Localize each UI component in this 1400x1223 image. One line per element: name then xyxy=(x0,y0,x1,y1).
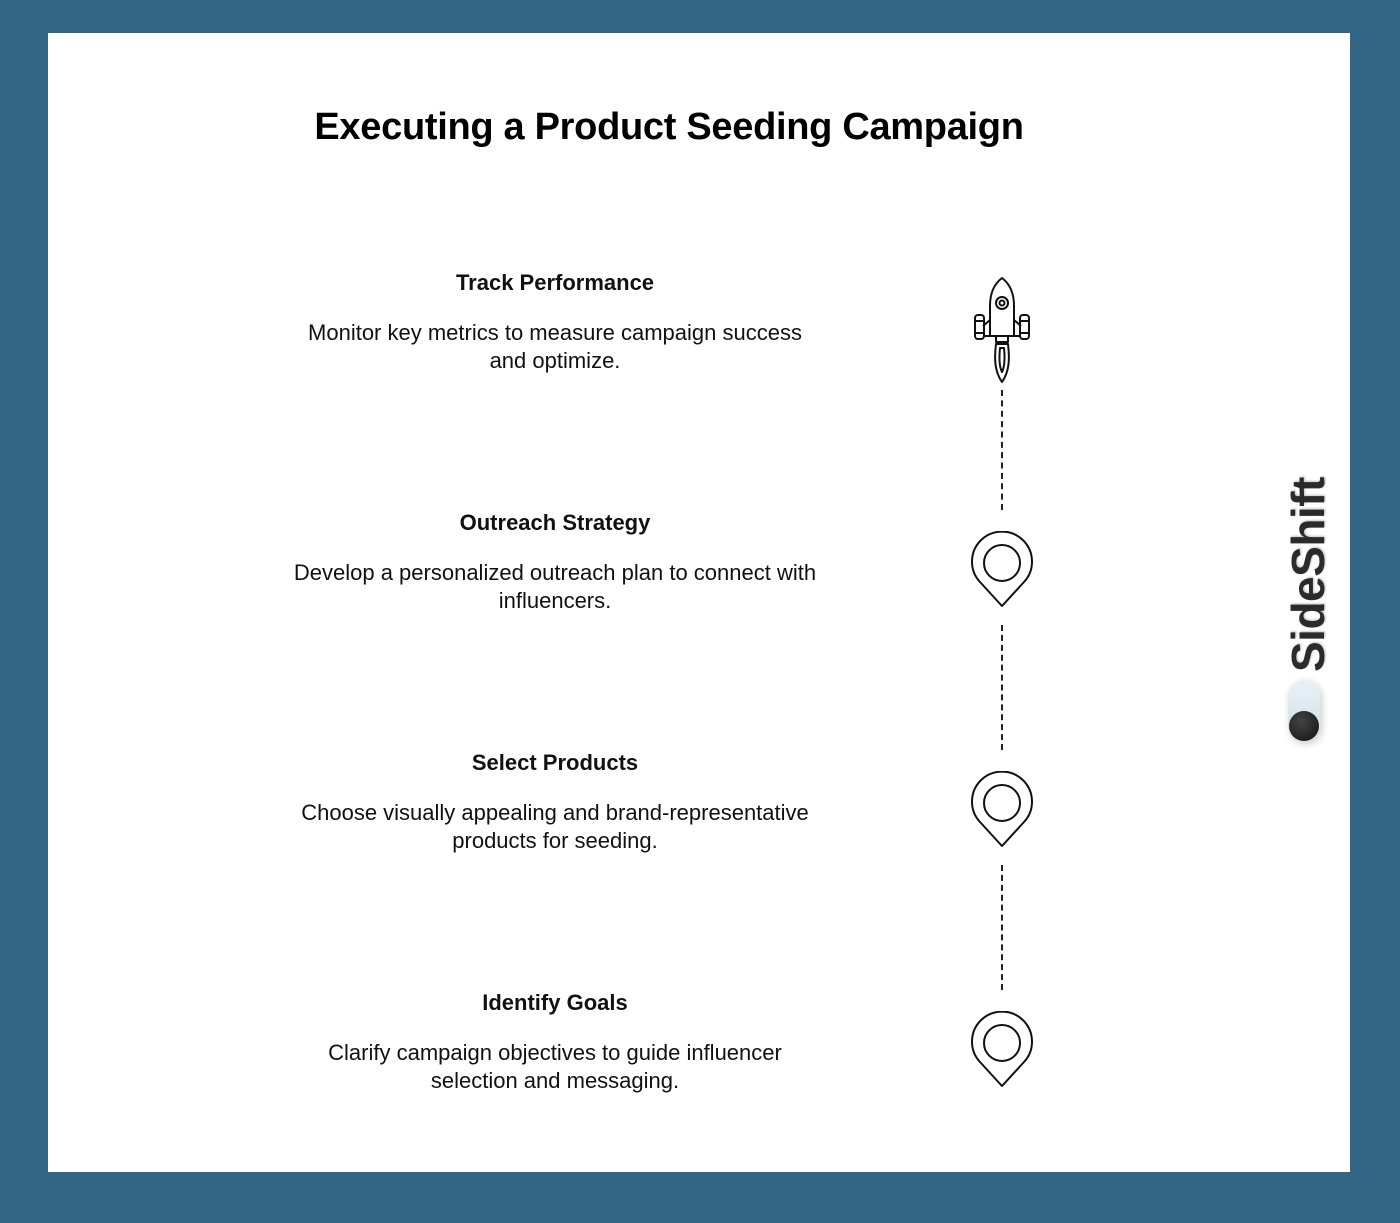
timeline-connector xyxy=(1001,625,1003,750)
map-pin-icon xyxy=(966,1011,1038,1089)
map-pin-icon xyxy=(966,771,1038,849)
step-description-line: products for seeding. xyxy=(452,828,658,853)
map-pin-icon xyxy=(966,531,1038,609)
step-select-products xyxy=(270,750,840,855)
step-title: Select Products xyxy=(471,750,639,775)
step-description-line: influencers. xyxy=(498,588,612,613)
step-identify-goals xyxy=(270,990,840,1095)
step-description-line: Choose visually appealing and brand-representative xyxy=(301,800,809,825)
toggle-knob xyxy=(1289,711,1319,741)
step-description xyxy=(270,319,840,375)
step-description-line: and optimize. xyxy=(489,348,621,373)
step-outreach-strategy xyxy=(270,510,840,615)
step-description-line: Develop a personalized outreach plan to connect with xyxy=(293,560,817,585)
step-title: Track Performance xyxy=(455,270,655,295)
timeline-connector xyxy=(1001,865,1003,990)
step-track-performance xyxy=(270,270,840,375)
brand-logo xyxy=(1280,440,1334,750)
step-description xyxy=(270,799,840,855)
step-title: Outreach Strategy xyxy=(459,510,651,535)
diagram-title: Executing a Product Seeding Campaign xyxy=(314,106,1024,148)
step-description xyxy=(270,1039,840,1095)
step-title: Identify Goals xyxy=(482,990,628,1015)
brand-name: SideShift xyxy=(1282,477,1334,672)
step-description-line: Monitor key metrics to measure campaign success xyxy=(308,320,802,345)
timeline-connector xyxy=(1001,390,1003,510)
step-description xyxy=(270,559,840,615)
toggle-icon xyxy=(1288,680,1320,742)
rocket-icon xyxy=(966,274,1038,386)
step-description-line: selection and messaging. xyxy=(430,1068,680,1093)
step-description-line: Clarify campaign objectives to guide influencer xyxy=(328,1040,782,1065)
